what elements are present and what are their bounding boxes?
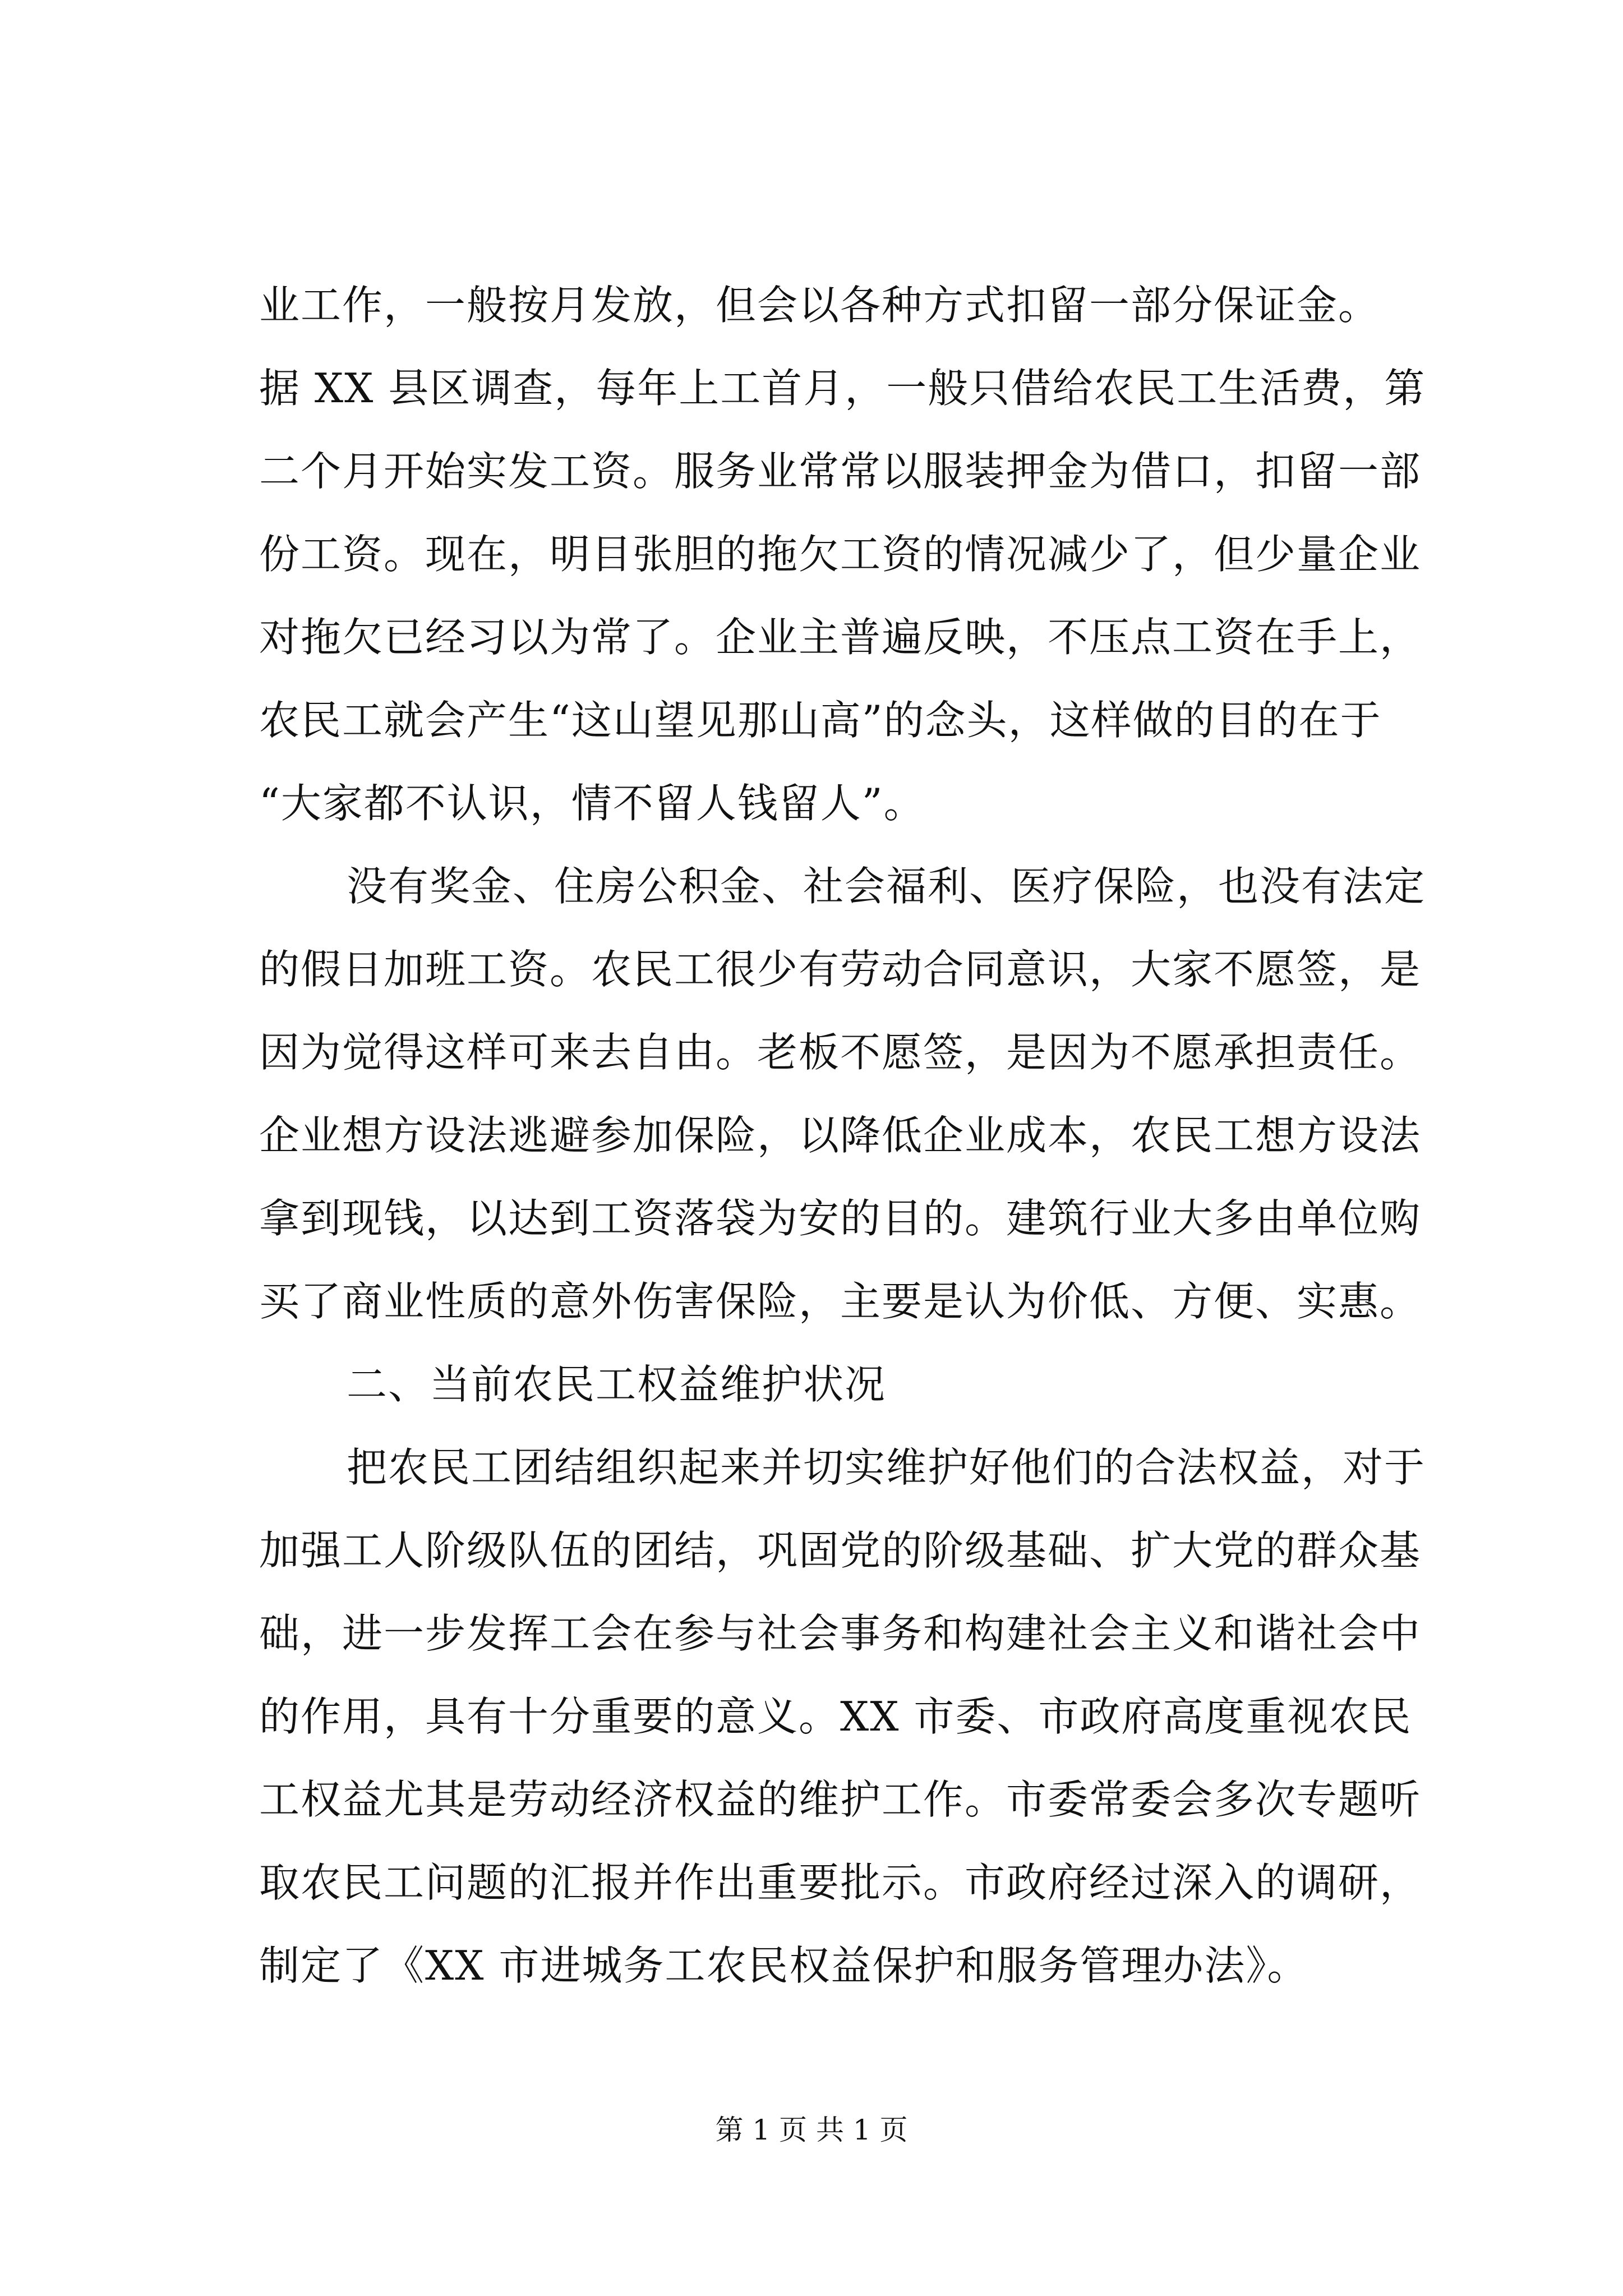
section-heading [259, 1343, 1414, 1426]
text-line: 二个月开始实发工资。服务业常常以服装押金为借口，扣留一部 [259, 448, 1422, 495]
text-line: 据 XX 县区调查，每年上工首月，一般只借给农民工生活费，第 [259, 365, 1426, 412]
text-line: 拿到现钱，以达到工资落袋为安的目的。建筑行业大多由单位购 [259, 1195, 1422, 1242]
paragraph-3 [259, 1426, 1426, 2007]
page-number-label: 第 1 页 共 1 页 [715, 2114, 908, 2146]
text-line: 企业想方设法逃避参加保险，以降低企业成本，农民工想方设法 [259, 1112, 1422, 1159]
text-line: 的假日加班工资。农民工很少有劳动合同意识，大家不愿签，是 [259, 946, 1422, 993]
text-line: 工权益尤其是劳动经济权益的维护工作。市委常委会多次专题听 [259, 1776, 1422, 1823]
paragraph-2 [259, 845, 1426, 1343]
text-line: 因为觉得这样可来去自由。老板不愿签，是因为不愿承担责任。 [259, 1029, 1422, 1076]
text-line: 取农民工问题的汇报并作出重要批示。市政府经过深入的调研， [259, 1859, 1422, 1906]
text-line: 础，进一步发挥工会在参与社会事务和构建社会主义和谐社会中 [259, 1610, 1422, 1657]
text-line: 业工作，一般按月发放，但会以各种方式扣留一部分保证金。 [259, 282, 1380, 329]
paragraph-1 [259, 264, 1426, 845]
text-line: 买了商业性质的意外伤害保险，主要是认为价低、方便、实惠。 [259, 1278, 1422, 1325]
text-line: 份工资。现在，明目张胆的拖欠工资的情况减少了，但少量企业 [259, 531, 1422, 578]
document-body [259, 264, 1426, 2007]
text-line: 制定了《XX 市进城务工农民权益保护和服务管理办法》。 [259, 1942, 1309, 1989]
text-line: 把农民工团结组织起来并切实维护好他们的合法权益，对于 [347, 1444, 1426, 1491]
text-line: 对拖欠已经习以为常了。企业主普遍反映，不压点工资在手上， [259, 614, 1422, 661]
text-line: 的作用，具有十分重要的意义。XX 市委、市政府高度重视农民 [259, 1693, 1412, 1740]
text-line: “大家都不认识，情不留人钱留人”。 [259, 780, 925, 827]
section-heading-text: 二、当前农民工权益维护状况 [347, 1361, 887, 1408]
page-footer [0, 2110, 1623, 2150]
text-line: 农民工就会产生“这山望见那山高”的念头，这样做的目的在于 [259, 697, 1382, 744]
text-line: 没有奖金、住房公积金、社会福利、医疗保险，也没有法定 [347, 863, 1426, 910]
text-line: 加强工人阶级队伍的团结，巩固党的阶级基础、扩大党的群众基 [259, 1527, 1422, 1574]
